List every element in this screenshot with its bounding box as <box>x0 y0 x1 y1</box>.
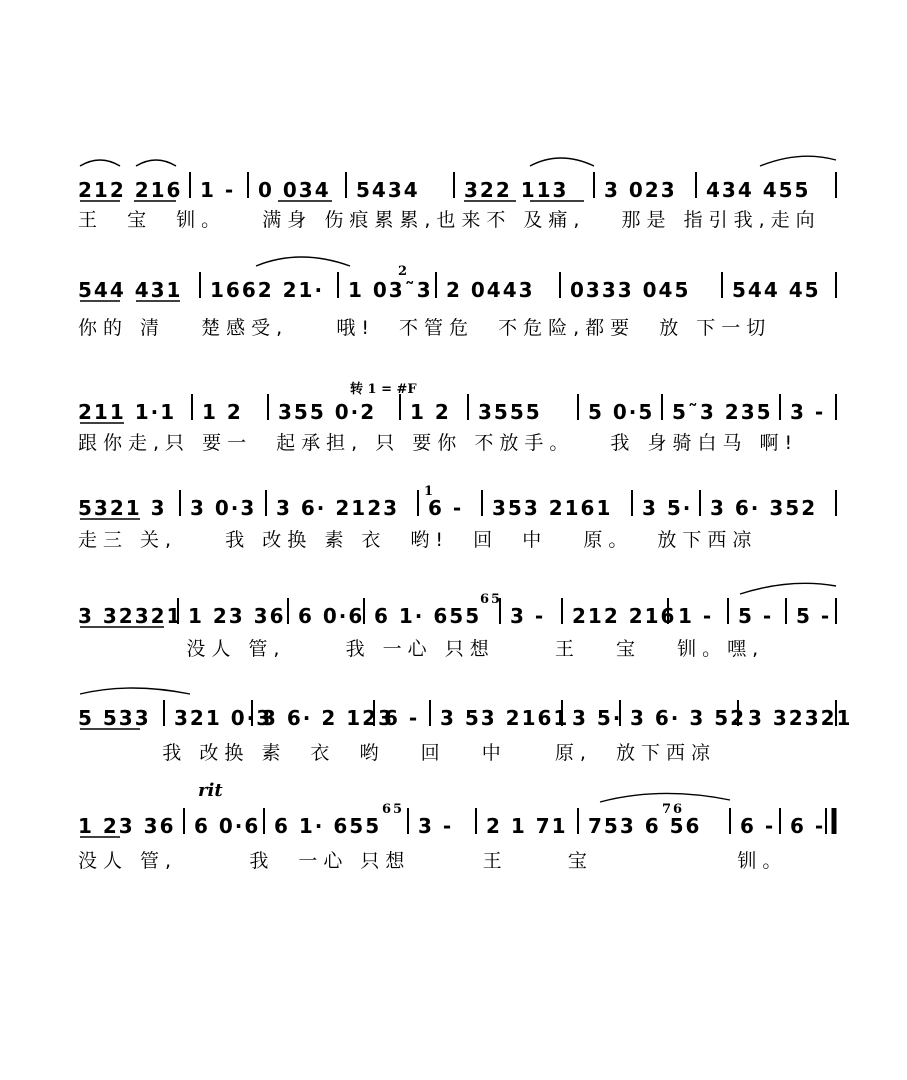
measure: 353 2161 <box>492 496 613 520</box>
measure: 434 455 <box>706 178 811 202</box>
slur <box>80 688 190 694</box>
measure: 3 6· 2 123 <box>262 706 394 730</box>
slur <box>530 158 594 166</box>
tempo-marking: rit <box>198 780 223 801</box>
grace-note-65: 65 <box>480 592 503 607</box>
slur <box>740 583 836 594</box>
lyrics-row-7: 没人 管, 我 一心 只想 王 宝 钏。 <box>78 850 788 872</box>
measure: 1 03˜3 <box>348 278 433 302</box>
measure: 3 6· 352 <box>710 496 818 520</box>
measure: 212 216 <box>78 178 183 202</box>
measure: 3 32321 <box>748 706 853 730</box>
measure: 322 113 <box>464 178 569 202</box>
measure: 753 6 56 <box>588 814 702 838</box>
measure: 0 034 <box>258 178 331 202</box>
measure: 1 23 36 <box>78 814 176 838</box>
lyrics-row-2: 你的 清 楚感受, 哦! 不管危 不危险,都要 放 下一切 <box>78 317 772 339</box>
measure: 6 - <box>740 814 776 838</box>
measure: 544 431 <box>78 278 183 302</box>
slur <box>256 257 350 266</box>
measure: 3 6· 3 52 <box>630 706 747 730</box>
lyrics-row-6: 我 改换 素 衣 哟 回 中 原, 放下西凉 <box>78 742 717 764</box>
measure: 5 533 <box>78 706 151 730</box>
measure: 1 23 36 <box>188 604 286 628</box>
measure: 1662 21· <box>210 278 325 302</box>
measure: 3 32321 <box>78 604 183 628</box>
measure: 3 6· 2123 <box>276 496 400 520</box>
measure: 355 0·2 <box>278 400 377 424</box>
measure: 6 0·6 <box>194 814 261 838</box>
measure: 5˜3 235 <box>672 400 773 424</box>
measure: 5321 3 <box>78 496 167 520</box>
lyrics-row-5: 没人 管, 我 一心 只想 王 宝 钏。嘿, <box>78 638 765 660</box>
measure: 6 1· 655 <box>374 604 482 628</box>
lyrics-row-3: 跟你走,只 要一 起承担, 只 要你 不放手。 我 身骑白马 啊! <box>78 432 799 454</box>
measure: 1 2 <box>202 400 243 424</box>
grace-note-2: 2 <box>398 264 410 279</box>
measure: 211 1·1 <box>78 400 177 424</box>
grace-note-1: 1 <box>424 484 436 499</box>
measure: 544 45 <box>732 278 821 302</box>
grace-note-76: 76 <box>662 802 685 817</box>
measure: 6 - <box>384 706 420 730</box>
measure: 5 - <box>738 604 774 628</box>
slur <box>600 793 730 802</box>
lyrics-row-4: 走三 关, 我 改换 素 衣 哟! 回 中 原。 放下西凉 <box>78 529 758 551</box>
slur <box>136 160 176 166</box>
measure: 2 1 71 <box>486 814 568 838</box>
measure: 1 - <box>678 604 714 628</box>
measure: 5434 <box>356 178 420 202</box>
measure: 3 5· <box>642 496 693 520</box>
measure: 5 - <box>796 604 832 628</box>
slur <box>80 160 120 166</box>
measure: 6 0·6 <box>298 604 365 628</box>
measure: 321 0·3 <box>174 706 273 730</box>
measure: 3 53 2161 <box>440 706 570 730</box>
measure: 3 - <box>510 604 546 628</box>
lyrics-row-1: 王 宝 钏。 满身 伤痕累累,也来不 及痛, 那是 指引我,走向 <box>78 209 821 231</box>
measure: 3555 <box>478 400 542 424</box>
slur <box>760 156 836 166</box>
measure: 0333 045 <box>570 278 691 302</box>
measure: 6 1· 655 <box>274 814 382 838</box>
measure: 2 0443 <box>446 278 535 302</box>
measure: 1 - <box>200 178 236 202</box>
measure: 5 0·5 <box>588 400 655 424</box>
measure: 6 - <box>790 814 826 838</box>
measure: 3 - <box>790 400 826 424</box>
measure: 3 023 <box>604 178 677 202</box>
key-change-marking: 转 1 = #F <box>350 382 417 397</box>
measure: 3 0·3 <box>190 496 257 520</box>
measure: 212 216 <box>572 604 677 628</box>
measure: 1 2 <box>410 400 451 424</box>
measure: 6 - <box>428 496 464 520</box>
grace-note-65: 65 <box>382 802 405 817</box>
measure: 3 5· <box>572 706 623 730</box>
measure: 3 - <box>418 814 454 838</box>
